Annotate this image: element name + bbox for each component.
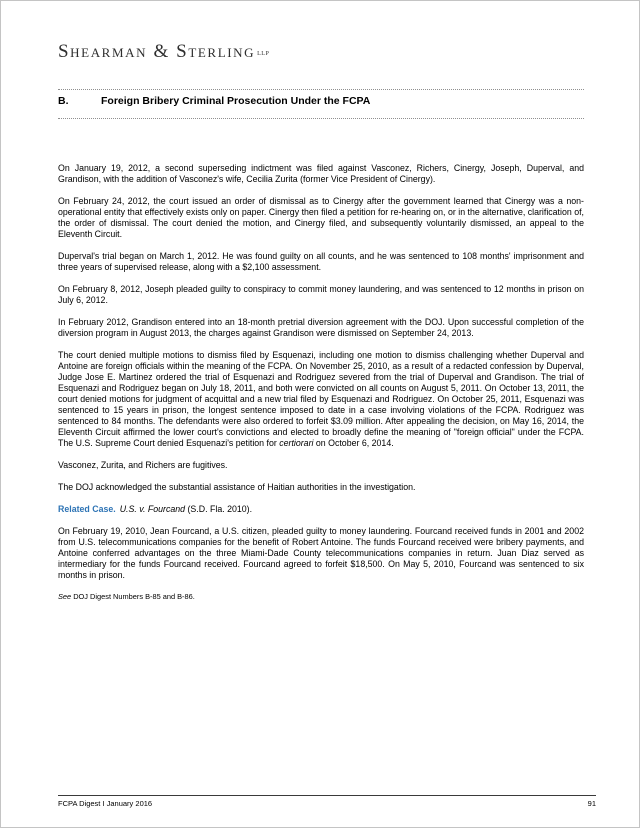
paragraph-4: On February 8, 2012, Joseph pleaded guilty to conspiracy to commit money laundering, and was sentenced to 12 months in prison on July 6, 2012. xyxy=(58,284,584,305)
section-heading xyxy=(58,95,370,107)
footer-publication: FCPA Digest I January 2016 xyxy=(58,799,153,808)
section-number: B. xyxy=(58,95,69,107)
footnote xyxy=(58,592,584,601)
firm-name: Shearman & Sterling xyxy=(58,41,256,62)
top-divider xyxy=(58,89,584,90)
related-case-name: U.S. v. Fourcand xyxy=(119,504,186,514)
firm-logo xyxy=(58,41,269,63)
footer-divider xyxy=(58,795,596,796)
paragraph-8: The DOJ acknowledged the substantial assistance of Haitian authorities in the investigation. xyxy=(58,482,416,492)
paragraph-6-tail: on October 6, 2014. xyxy=(313,438,394,448)
paragraph-5: In February 2012, Grandison entered into an 18-month pretrial diversion agreement with the DOJ. Upon successful completion of the diversion program in August 2013, the charges against Grandison were dismissed on September 24, 2013. xyxy=(58,317,584,338)
paragraph-6 xyxy=(58,350,584,449)
paragraph-9: On February 19, 2010, Jean Fourcand, a U.S. citizen, pleaded guilty to money laundering. Fourcand received funds in 2001 and 2002 from U.S. telecommunications companies for the benefit of Robert Antoine. The funds Fourcand received were bribery payments, and Antoine conferred advantages on the three Miami-Dade County telecommunications companies in return. Juan Diaz served as intermediary for the funds Fourcand received. Fourcand agreed to forfeit $18,500. On May 5, 2010, Fourcand was sentenced to six months in prison. xyxy=(58,526,584,580)
paragraph-2: On February 24, 2012, the court issued an order of dismissal as to Cinergy after the government learned that Cinergy was a non-operational entity that effectively exists only on paper. Cinergy then filed a petition for re-hearing on, or in the alternative, clarification of, the order of dismissal. The court denied the motion, and Cinergy filed, and subsequently voluntarily dismissed, an appeal to the Eleventh Circuit. xyxy=(58,196,584,239)
section-title: Foreign Bribery Criminal Prosecution Under the FCPA xyxy=(101,95,371,107)
heading-divider xyxy=(58,118,584,119)
footnote-see: See xyxy=(58,592,72,601)
document-body xyxy=(58,163,584,612)
firm-suffix: llp xyxy=(257,48,270,57)
paragraph-6-italic-term: certiorari xyxy=(279,438,314,448)
paragraph-7: Vasconez, Zurita, and Richers are fugitives. xyxy=(58,460,228,470)
related-case-citation: (S.D. Fla. 2010). xyxy=(185,504,253,514)
paragraph-6-text: The court denied multiple motions to dismiss filed by Esquenazi, including one motion to dismiss challenging whether Duperval and Antoine are foreign officials within the meaning of the FCPA. On November 25, 2010, as a result of a redacted confession by Duperval, Judge Jose E. Martinez ordered the trial of Esquenazi and Rodriguez severed from the trial of Duperval and Grandison. The trial of Esquenazi and Rodriguez began on July 18, 2011, and both were convicted on all counts on August 5, 2011. On October 13, 2011, the court denied motions for judgment of acquittal and a new trial filed by Esquenazi and Rodriguez. On October 25, 2011, Esquenazi was sentenced to 15 years in prison, the longest sentence imposed to date in a case involving violations of the FCPA. Rodriguez was sentenced to 84 months. The defendants were also ordered to forfeit $3.09 million. After appealing the decision, on May 16, 2014, the Eleventh Circuit affirmed the lower court's convictions and elected to broadly define the meaning of "foreign official" under the FCPA. The U.S. Supreme Court denied Esquenazi's petition for xyxy=(58,350,584,448)
page-footer xyxy=(58,799,596,808)
paragraph-1: On January 19, 2012, a second superseding indictment was filed against Vasconez, Richers, Cinergy, Joseph, Duperval, and Grandison, with the addition of Vasconez's wife, Cecilia Zurita (former Vice President of Cinergy). xyxy=(58,163,584,184)
paragraph-3: Duperval's trial began on March 1, 2012. He was found guilty on all counts, and he was sentenced to 108 months' imprisonment and three years of supervised release, along with a $2,100 assessment. xyxy=(58,251,584,272)
footnote-text: DOJ Digest Numbers B-85 and B-86. xyxy=(71,592,195,601)
related-case-line xyxy=(58,504,584,515)
related-case-label: Related Case. xyxy=(58,504,116,514)
footer-page-number: 91 xyxy=(587,799,596,808)
